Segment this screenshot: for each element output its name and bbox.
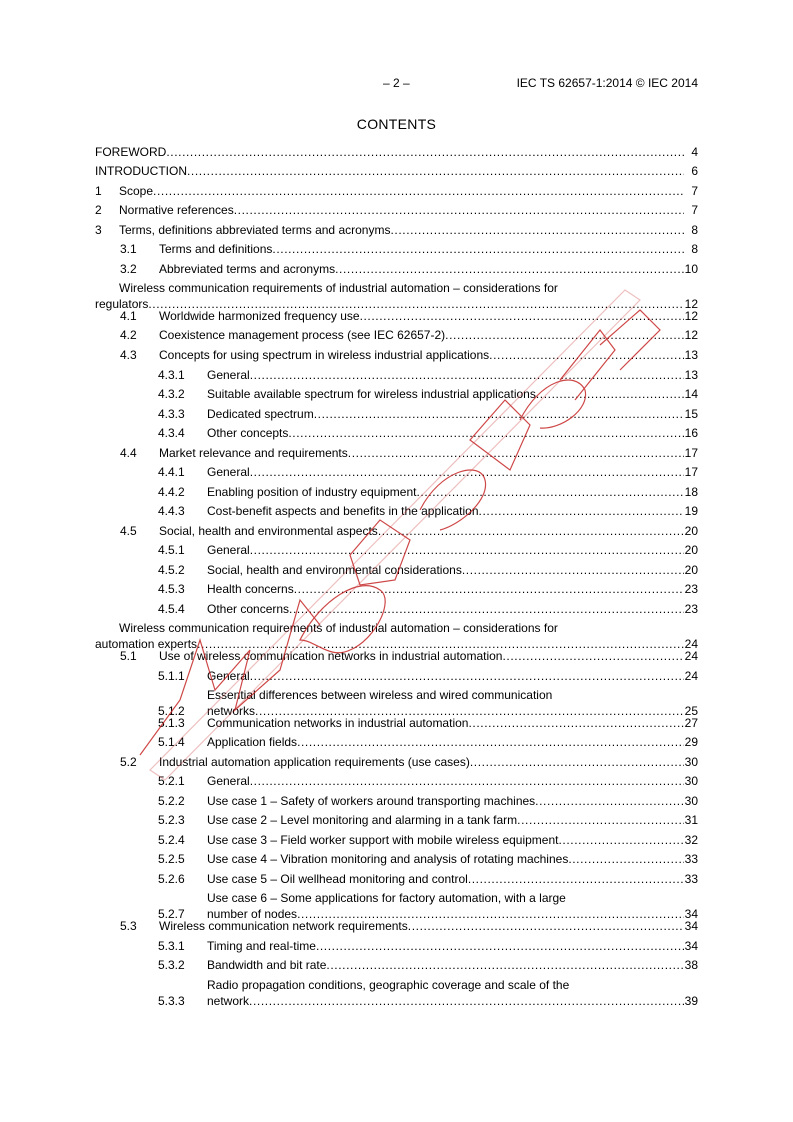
- toc-entry-page: 15: [684, 407, 698, 421]
- toc-entry-number: 4.5.3: [158, 582, 185, 596]
- dot-leader: [470, 754, 684, 770]
- dot-leader: [326, 957, 684, 973]
- toc-entry-number: 1: [95, 184, 102, 198]
- toc-entry[interactable]: [95, 327, 698, 343]
- toc-entry-number: 5.2.4: [158, 833, 185, 847]
- dot-leader: [489, 347, 684, 363]
- toc-entry-title-line1: Wireless communication requirements of industrial automation – considerations for: [119, 281, 558, 295]
- toc-entry-title: General: [207, 368, 250, 382]
- toc-entry-page: 24: [684, 669, 698, 683]
- toc-entry-number: 4.2: [120, 328, 137, 342]
- toc-entry-page: 7: [691, 203, 698, 217]
- toc-entry-page: 34: [684, 907, 698, 921]
- toc-entry[interactable]: [95, 484, 698, 500]
- dot-leader: [445, 327, 684, 343]
- dot-leader: [249, 993, 684, 1009]
- toc-entry-title: number of nodes: [207, 907, 298, 921]
- toc-entry[interactable]: [95, 542, 698, 558]
- toc-entry-page: 14: [684, 387, 698, 401]
- toc-entry-title-line1: Essential differences between wireless and wired communication: [207, 688, 553, 702]
- toc-entry[interactable]: [95, 503, 698, 519]
- toc-entry-title: network: [207, 994, 250, 1008]
- dot-leader: [348, 445, 684, 461]
- toc-entry-page: 24: [684, 649, 698, 663]
- toc-entry-title: Other concepts: [207, 426, 289, 440]
- toc-entry-number: 4.3.2: [158, 387, 185, 401]
- toc-entry-page: 10: [684, 262, 698, 276]
- toc-entry-page: 7: [691, 184, 698, 198]
- toc-entry-title: General: [207, 543, 250, 557]
- dot-leader: [468, 715, 684, 731]
- toc-entry-title: Social, health and environmental aspects: [159, 524, 378, 538]
- toc-entry[interactable]: [95, 523, 698, 539]
- toc-entry-page: 33: [684, 872, 698, 886]
- dot-leader: [335, 261, 684, 277]
- toc-entry-title: Scope: [119, 184, 154, 198]
- toc-entry-number: 3: [95, 223, 102, 237]
- toc-entry-number: 3.1: [120, 242, 137, 256]
- toc-entry-page: 34: [684, 939, 698, 953]
- toc-entry-title: Other concerns: [207, 602, 290, 616]
- toc-entry-title: automation experts: [95, 637, 198, 651]
- dot-leader: [166, 144, 684, 160]
- toc-entry-number: 5.2.5: [158, 852, 185, 866]
- toc-entry-number: 4.5.2: [158, 563, 185, 577]
- toc-entry-number: 4.5: [120, 524, 137, 538]
- toc-entry-page: 31: [684, 813, 698, 827]
- dot-leader: [272, 241, 684, 257]
- toc-entry-page: 17: [684, 465, 698, 479]
- dot-leader: [234, 202, 684, 218]
- toc-entry-title: General: [207, 774, 250, 788]
- toc-entry[interactable]: [95, 648, 698, 664]
- toc-entry-title: Terms, definitions abbreviated terms and acronyms: [119, 223, 391, 237]
- toc-entry[interactable]: [95, 163, 698, 179]
- toc-entry[interactable]: [95, 601, 698, 617]
- dot-leader: [250, 542, 684, 558]
- page-header: [95, 76, 698, 92]
- dot-leader: [250, 773, 684, 789]
- toc-entry-number: 5.1.2: [158, 704, 185, 718]
- toc-entry-number: 5.1: [120, 649, 137, 663]
- toc-entry-number: 2: [95, 203, 102, 217]
- toc-entry-title: Concepts for using spectrum in wireless industrial applications: [159, 348, 490, 362]
- toc-entry-title: Use case 1 – Safety of workers around transporting machines: [207, 794, 536, 808]
- toc-entry-title: Abbreviated terms and acronyms: [159, 262, 336, 276]
- toc-entry[interactable]: [95, 144, 698, 160]
- dot-leader: [294, 581, 684, 597]
- toc-entry-page: 34: [684, 919, 698, 933]
- toc-entry-page: 20: [684, 563, 698, 577]
- toc-entry-number: 5.1.3: [158, 716, 185, 730]
- toc-entry-title: Use case 3 – Field worker support with mobile wireless equipment: [207, 833, 559, 847]
- toc-entry-title: Use of wireless communication networks in industrial automation: [159, 649, 503, 663]
- toc-entry-page: 25: [684, 704, 698, 718]
- toc-entry-number: 5.3.1: [158, 939, 185, 953]
- toc-entry-page: 24: [684, 637, 698, 651]
- toc-entry[interactable]: [95, 793, 698, 809]
- dot-leader: [536, 386, 684, 402]
- toc-entry-title: Suitable available spectrum for wireless industrial applications: [207, 387, 536, 401]
- toc-entry-title: Wireless communication network requirements: [159, 919, 408, 933]
- toc-entry[interactable]: [95, 222, 698, 238]
- toc-entry-title: General: [207, 465, 250, 479]
- toc-entry-title: Normative references: [119, 203, 234, 217]
- toc-entry-number: 4.1: [120, 309, 137, 323]
- dot-leader: [297, 734, 684, 750]
- toc-entry-number: 5.1.4: [158, 735, 185, 749]
- dot-leader: [479, 503, 684, 519]
- toc-entry-title: networks: [207, 704, 256, 718]
- dot-leader: [250, 668, 684, 684]
- dot-leader: [289, 601, 684, 617]
- dot-leader: [535, 793, 684, 809]
- toc-entry[interactable]: [95, 812, 698, 828]
- dot-leader: [316, 938, 684, 954]
- toc-entry-title: Dedicated spectrum: [207, 407, 314, 421]
- toc-entry-number: 4.4.1: [158, 465, 185, 479]
- dot-leader: [378, 523, 684, 539]
- toc-entry-title: Bandwidth and bit rate: [207, 958, 327, 972]
- toc-entry-number: 4.3: [120, 348, 137, 362]
- toc-entry-page: 30: [684, 794, 698, 808]
- toc-entry-title: Industrial automation application requirements (use cases): [159, 755, 470, 769]
- toc-entry[interactable]: [95, 851, 698, 867]
- dot-leader: [502, 648, 684, 664]
- dot-leader: [517, 812, 684, 828]
- toc-entry-page: 6: [691, 164, 698, 178]
- toc-entry-page: 32: [684, 833, 698, 847]
- toc-entry-title: Coexistence management process (see IEC 62657-2): [159, 328, 446, 342]
- toc-entry-title: Cost-benefit aspects and benefits in the application: [207, 504, 479, 518]
- dot-leader: [408, 918, 684, 934]
- toc-entry-number: 4.3.1: [158, 368, 185, 382]
- toc-entry-page: 23: [684, 602, 698, 616]
- toc-entry-page: 12: [684, 309, 698, 323]
- toc-entry[interactable]: [95, 202, 698, 218]
- toc-entry-number: 5.3: [120, 919, 137, 933]
- dot-leader: [314, 406, 684, 422]
- toc-entry-title: Communication networks in industrial automation: [207, 716, 469, 730]
- toc-entry-page: 13: [684, 348, 698, 362]
- toc-entry-page: 19: [684, 504, 698, 518]
- toc-entry-number: 5.2.3: [158, 813, 185, 827]
- toc-entry-number: 5.2.6: [158, 872, 185, 886]
- toc-entry-number: 4.3.3: [158, 407, 185, 421]
- toc-entry-number: 4.5.1: [158, 543, 185, 557]
- toc-entry[interactable]: [95, 773, 698, 789]
- toc-entry-page: 8: [691, 223, 698, 237]
- toc-entry-page: 27: [684, 716, 698, 730]
- toc-entry[interactable]: [95, 832, 698, 848]
- toc-entry-number: 5.2: [120, 755, 137, 769]
- dot-leader: [559, 832, 685, 848]
- toc-entry-number: 4.4.2: [158, 485, 185, 499]
- toc-entry-title-line1: Use case 6 – Some applications for factory automation, with a large: [207, 891, 566, 905]
- toc-entry[interactable]: [95, 183, 698, 199]
- toc-entry-number: 5.3.2: [158, 958, 185, 972]
- toc-entry-title: Worldwide harmonized frequency use: [159, 309, 360, 323]
- toc-entry-page: 17: [684, 446, 698, 460]
- toc-entry[interactable]: [95, 425, 698, 441]
- dot-leader: [153, 183, 684, 199]
- toc-entry-title: regulators: [95, 297, 149, 311]
- toc-entry-title: Use case 2 – Level monitoring and alarming in a tank farm: [207, 813, 518, 827]
- toc-entry-title: Timing and real-time: [207, 939, 316, 953]
- toc-entry-title: Market relevance and requirements: [159, 446, 348, 460]
- toc-entry[interactable]: [95, 957, 698, 973]
- dot-leader: [568, 851, 684, 867]
- toc-entry-title: Use case 4 – Vibration monitoring and analysis of rotating machines: [207, 852, 569, 866]
- dot-leader: [390, 222, 684, 238]
- toc-entry-page: 38: [684, 958, 698, 972]
- toc-entry[interactable]: [95, 668, 698, 684]
- toc-entry[interactable]: [95, 918, 698, 934]
- toc-entry-title: INTRODUCTION: [95, 164, 187, 178]
- dot-leader: [416, 484, 684, 500]
- toc-entry-number: 4.3.4: [158, 426, 185, 440]
- toc-entry-title-line1: Wireless communication requirements of industrial automation – considerations for: [119, 621, 558, 635]
- toc-entry[interactable]: [95, 367, 698, 383]
- toc-entry-page: 16: [684, 426, 698, 440]
- toc-entry-page: 8: [691, 242, 698, 256]
- toc-entry-number: 5.2.7: [158, 907, 185, 921]
- toc-entry-title: Use case 5 – Oil wellhead monitoring and control: [207, 872, 468, 886]
- toc-entry[interactable]: [95, 581, 698, 597]
- toc-entry-number: 3.2: [120, 262, 137, 276]
- toc-entry-title: General: [207, 669, 250, 683]
- dot-leader: [250, 367, 684, 383]
- toc-entry-number: 5.2.1: [158, 774, 185, 788]
- toc-entry[interactable]: [95, 871, 698, 887]
- document-reference: IEC TS 62657-1:2014 © IEC 2014: [516, 76, 698, 90]
- dot-leader: [468, 871, 684, 887]
- toc-entry[interactable]: [95, 734, 698, 750]
- toc-entry[interactable]: [95, 241, 698, 257]
- toc-entry-page: 20: [684, 543, 698, 557]
- toc-entry-title: Enabling position of industry equipment: [207, 485, 417, 499]
- toc-entry-page: 4: [691, 145, 698, 159]
- toc-entry-title: Health concerns: [207, 582, 294, 596]
- toc-entry[interactable]: [95, 347, 698, 363]
- toc-entry-page: 30: [684, 755, 698, 769]
- toc-entry-page: 33: [684, 852, 698, 866]
- toc-entry-page: 20: [684, 524, 698, 538]
- page-title: CONTENTS: [356, 116, 437, 132]
- toc-entry-page: 18: [684, 485, 698, 499]
- toc-entry[interactable]: [95, 445, 698, 461]
- dot-leader: [360, 308, 684, 324]
- toc-entry-page: 13: [684, 368, 698, 382]
- toc-entry-page: 30: [684, 774, 698, 788]
- toc-entry[interactable]: [95, 406, 698, 422]
- toc-entry[interactable]: [95, 464, 698, 480]
- toc-entry[interactable]: [95, 386, 698, 402]
- toc-entry-number: 4.4.3: [158, 504, 185, 518]
- toc-entry-title-line1: Radio propagation conditions, geographic coverage and scale of the: [207, 978, 570, 992]
- toc-entry[interactable]: [95, 715, 698, 731]
- dot-leader: [462, 562, 684, 578]
- dot-leader: [288, 425, 684, 441]
- toc-entry-number: 5.1.1: [158, 669, 185, 683]
- toc-entry[interactable]: [95, 261, 698, 277]
- toc-entry-title: Terms and definitions: [159, 242, 273, 256]
- toc-entry-title: FOREWORD: [95, 145, 167, 159]
- toc-entry-page: 29: [684, 735, 698, 749]
- toc-entry[interactable]: [95, 977, 698, 1009]
- toc-entry-number: 5.2.2: [158, 794, 185, 808]
- toc-entry-number: 4.4: [120, 446, 137, 460]
- page-number: – 2 –: [383, 76, 410, 90]
- toc-entry[interactable]: [95, 308, 698, 324]
- toc-entry[interactable]: [95, 562, 698, 578]
- toc-entry-number: 5.3.3: [158, 994, 185, 1008]
- toc-entry-page: 12: [684, 297, 698, 311]
- toc-entry[interactable]: [95, 754, 698, 770]
- toc-entry-title: Social, health and environmental considerations: [207, 563, 462, 577]
- toc-entry-page: 23: [684, 582, 698, 596]
- toc-entry-number: 4.5.4: [158, 602, 185, 616]
- toc-entry-title: Application fields: [207, 735, 298, 749]
- toc-entry-page: 12: [684, 328, 698, 342]
- dot-leader: [250, 464, 684, 480]
- dot-leader: [187, 163, 684, 179]
- toc-entry[interactable]: [95, 938, 698, 954]
- toc-entry-page: 39: [684, 994, 698, 1008]
